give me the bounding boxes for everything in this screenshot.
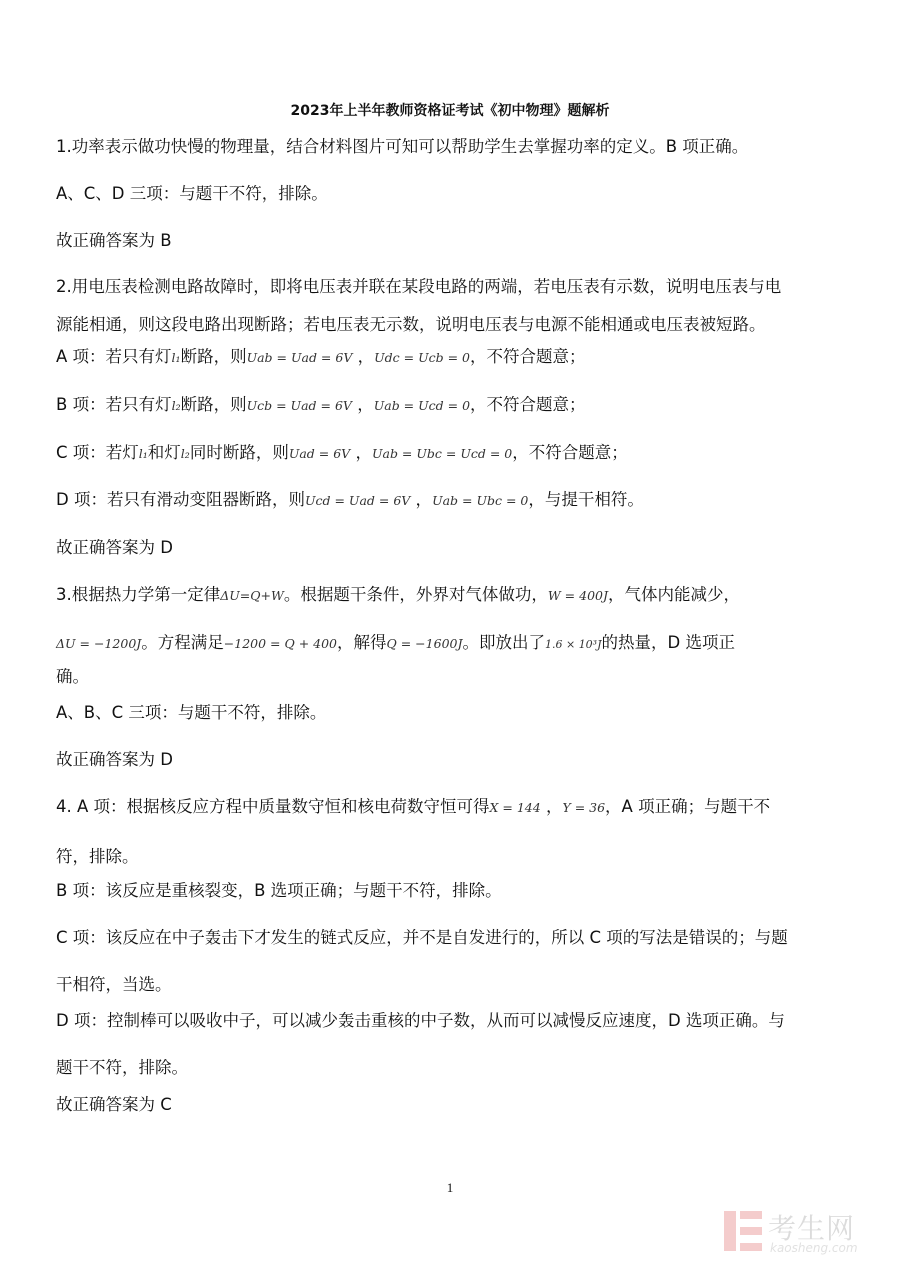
watermark-text: 考生网 bbox=[768, 1212, 856, 1245]
q2-c-and: 和灯 bbox=[147, 443, 181, 462]
q2-c-formula2: Uab = Ubc = Ucd = 0 bbox=[371, 446, 513, 461]
q4-a-formula1: X = 144 bbox=[489, 800, 541, 815]
q2-c-post: ，不符合题意； bbox=[512, 443, 628, 462]
q2-d-post: ，与提干相符。 bbox=[528, 490, 644, 509]
kaosheng-logo-icon bbox=[722, 1209, 764, 1253]
q2-a-sep: ， bbox=[352, 347, 375, 366]
q2-c-sep: ， bbox=[350, 443, 372, 462]
page-number: 1 bbox=[446, 1180, 454, 1195]
q2-answer: 故正确答案为 D bbox=[56, 538, 173, 557]
q3-l2-a: 。方程满足 bbox=[141, 633, 224, 652]
q3-l1-formula2: W = 400J bbox=[547, 588, 608, 603]
q3-l2-c: 。即放出了 bbox=[462, 633, 545, 652]
q2-c-formula1: Uad = 6V bbox=[288, 446, 351, 461]
q4-option-d-line2: 题干不符，排除。 bbox=[56, 1058, 188, 1077]
q4-answer: 故正确答案为 C bbox=[56, 1095, 172, 1114]
q1-answer: 故正确答案为 B bbox=[56, 231, 172, 250]
watermark bbox=[722, 1205, 882, 1261]
q3-l1-end: ，气体内能减少， bbox=[608, 585, 740, 604]
q4-option-b: B 项：该反应是重核裂变，B 选项正确；与题干不符，排除。 bbox=[56, 881, 502, 900]
q2-b-post: ，不符合题意； bbox=[470, 395, 586, 414]
q2-c-lamp1: l₁ bbox=[138, 446, 148, 461]
q2-option-a bbox=[56, 342, 856, 373]
q2-line1: 2.用电压表检测电路故障时，即将电压表并联在某段电路的两端，若电压表有示数，说明电压表与电 bbox=[56, 277, 782, 296]
q4-option-d-line1: D 项：控制棒可以吸收中子，可以减少轰击重核的中子数，从而可以减慢反应速度，D 选项正确。与 bbox=[56, 1011, 785, 1030]
q3-answer: 故正确答案为 D bbox=[56, 750, 173, 769]
q2-a-lamp: l₁ bbox=[171, 350, 181, 365]
q2-d-sep: ， bbox=[410, 490, 433, 509]
q2-b-lamp: l₂ bbox=[171, 398, 181, 413]
q3-l1-pre: 3.根据热力学第一定律 bbox=[56, 585, 221, 604]
q2-b-sep: ， bbox=[351, 395, 374, 414]
q4-option-c-line1: C 项：该反应在中子轰击下才发生的链式反应，并不是自发进行的，所以 C 项的写法是错误的；与题 bbox=[56, 928, 788, 947]
q2-option-b bbox=[56, 390, 856, 421]
q3-l2-formula3: Q = −1600J bbox=[386, 636, 463, 651]
q2-a-mid: 断路，则 bbox=[180, 347, 247, 366]
q2-b-pre: B 项：若只有灯 bbox=[56, 395, 172, 414]
q4-a-continued: 符，排除。 bbox=[56, 847, 139, 866]
q1-line2: A、C、D 三项：与题干不符，排除。 bbox=[56, 184, 328, 203]
q3-l1-post: 。根据题干条件，外界对气体做功， bbox=[283, 585, 548, 604]
watermark-url: kaosheng.com bbox=[770, 1241, 858, 1255]
q4-a-post: ，A 项正确；与题干不 bbox=[605, 797, 771, 816]
q2-a-formula2: Udc = Ucb = 0 bbox=[374, 350, 470, 365]
document-title: 2023年上半年教师资格证考试《初中物理》题解析 bbox=[290, 103, 610, 119]
q2-c-lamp2: l₂ bbox=[180, 446, 190, 461]
q3-line3: 确。 bbox=[56, 667, 89, 686]
q2-d-formula1: Ucd = Uad = 6V bbox=[304, 493, 411, 508]
q2-d-formula2: Uab = Ubc = 0 bbox=[432, 493, 529, 508]
q4-a-sep: ， bbox=[540, 797, 563, 816]
q3-l2-b: ，解得 bbox=[337, 633, 387, 652]
q2-a-pre: A 项：若只有灯 bbox=[56, 347, 172, 366]
q2-a-formula1: Uab = Uad = 6V bbox=[246, 350, 353, 365]
q3-l1-formula: ΔU=Q+W bbox=[220, 588, 284, 603]
q4-option-a bbox=[56, 792, 856, 823]
q2-d-pre: D 项：若只有滑动变阻器断路，则 bbox=[56, 490, 305, 509]
q3-l2-d: 的热量，D 选项正 bbox=[601, 633, 735, 652]
q2-c-pre: C 项：若灯 bbox=[56, 443, 139, 462]
q2-option-d bbox=[56, 485, 856, 516]
q2-line2: 源能相通，则这段电路出现断路；若电压表无示数，说明电压表与电源不能相通或电压表被短路。 bbox=[56, 315, 766, 334]
q4-a-formula2: Y = 36 bbox=[562, 800, 606, 815]
q2-b-mid: 断路，则 bbox=[180, 395, 247, 414]
q3-l2-formula4: 1.6 × 10³J bbox=[544, 638, 602, 651]
q3-line2 bbox=[56, 628, 856, 660]
q2-c-mid: 同时断路，则 bbox=[189, 443, 289, 462]
q2-a-post: ，不符合题意； bbox=[470, 347, 586, 366]
q3-line4: A、B、C 三项：与题干不符，排除。 bbox=[56, 703, 327, 722]
q2-option-c bbox=[56, 438, 856, 469]
q3-line1 bbox=[56, 580, 856, 611]
q1-line1: 1.功率表示做功快慢的物理量，结合材料图片可知可以帮助学生去掌握功率的定义。B 项正确。 bbox=[56, 137, 749, 156]
q2-b-formula1: Ucb = Uad = 6V bbox=[246, 398, 352, 413]
q3-l2-formula1: ΔU = −1200J bbox=[56, 636, 142, 651]
q4-option-c-line2: 干相符，当选。 bbox=[56, 975, 172, 994]
q2-b-formula2: Uab = Ucd = 0 bbox=[373, 398, 471, 413]
q3-l2-formula2: −1200 = Q + 400 bbox=[223, 636, 338, 651]
q4-a-pre: 4. A 项：根据核反应方程中质量数守恒和核电荷数守恒可得 bbox=[56, 797, 490, 816]
